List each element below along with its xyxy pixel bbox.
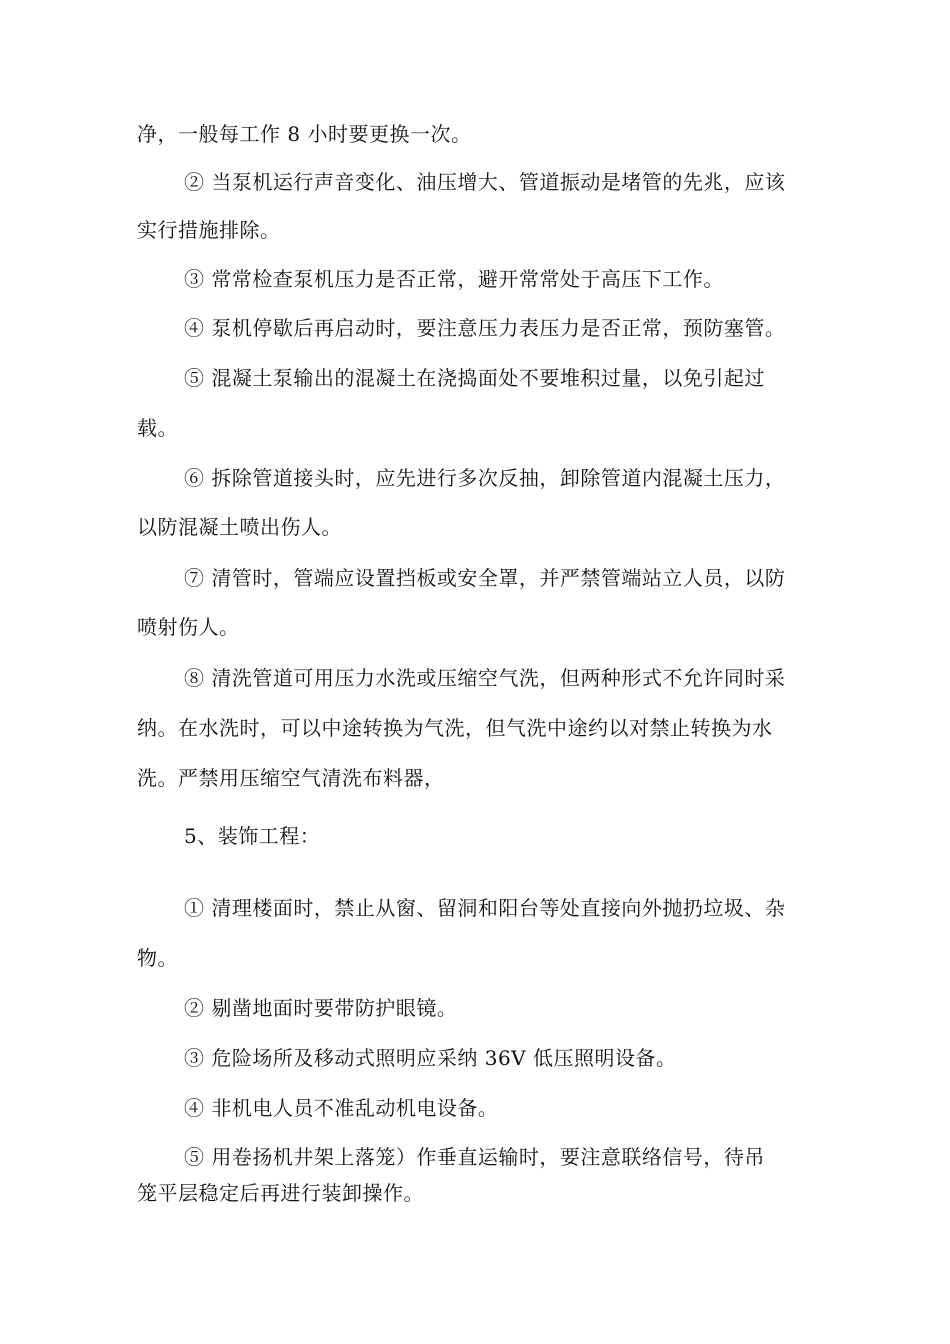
- text-line: 物。: [137, 946, 178, 970]
- text-line: 纳。在水洗时，可以中途转换为气洗，但气洗中途约以对禁止转换为水: [137, 716, 773, 740]
- text-line: 洗。严禁用压缩空气清洗布料器，: [137, 766, 445, 790]
- text-line: ⑤ 用卷扬机井架上落笼）作垂直运输时，要注意联络信号，待吊: [184, 1145, 765, 1169]
- text-line: ⑤ 混凝土泵输出的混凝土在浇捣面处不要堆积过量，以免引起过: [184, 366, 765, 390]
- text-line: ④ 泵机停歇后再启动时，要注意压力表压力是否正常，预防塞管。: [184, 316, 786, 340]
- text-line: ② 当泵机运行声音变化、油压增大、管道振动是堵管的先兆，应该: [184, 170, 786, 194]
- text-line: 笼平层稳定后再进行装卸操作。: [137, 1181, 424, 1205]
- text-line: ⑥ 拆除管道接头时，应先进行多次反抽，卸除管道内混凝土压力，: [184, 466, 786, 490]
- text-line: ① 清理楼面时，禁止从窗、留洞和阳台等处直接向外抛扔垃圾、杂: [184, 896, 786, 920]
- text-line: 实行措施排除。: [137, 218, 281, 242]
- section-heading: 5、装饰工程：: [184, 824, 321, 848]
- text-line: ⑧ 清洗管道可用压力水洗或压缩空气洗，但两种形式不允许同时采: [184, 666, 786, 690]
- text-line: ④ 非机电人员不准乱动机电设备。: [184, 1096, 499, 1120]
- text-line: 净，一般每工作 8 小时要更换一次。: [137, 122, 472, 146]
- text-line: ⑦ 清管时，管端应设置挡板或安全罩，并严禁管端站立人员，以防: [184, 566, 786, 590]
- text-line: 以防混凝土喷出伤人。: [137, 515, 342, 539]
- text-line: ③ 常常检查泵机压力是否正常，避开常常处于高压下工作。: [184, 267, 724, 291]
- text-line: 喷射伤人。: [137, 615, 240, 639]
- text-line: ③ 危险场所及移动式照明应采纳 36V 低压照明设备。: [184, 1046, 677, 1070]
- text-line: ② 剔凿地面时要带防护眼镜。: [184, 996, 458, 1020]
- text-line: 载。: [137, 416, 178, 440]
